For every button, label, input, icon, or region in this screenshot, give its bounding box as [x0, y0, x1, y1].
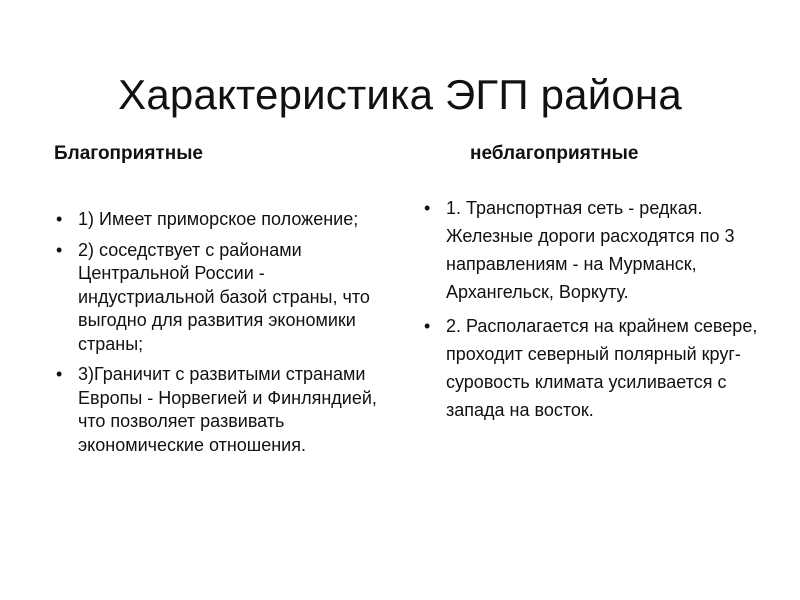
unfavorable-list: [420, 194, 765, 430]
bullet-icon: •: [56, 364, 63, 384]
bullet-icon: •: [424, 316, 431, 336]
favorable-item-text: 3)Граничит с развитыми странами Европы - Норвегией и Финляндией, что позволяет развивать экономические отношения.: [78, 364, 377, 455]
favorable-item-text: 2) соседствует с районами Центральной России - индустриальной базой страны, что выгодно для развития экономики страны;: [78, 239, 370, 354]
unfavorable-item-text: 1. Транспортная сеть - редкая. Железные дороги расходятся по 3 направлениям - на Мурманск, Архангельск, Воркуту.: [446, 198, 735, 302]
favorable-item-text: 1) Имеет приморское положение;: [78, 209, 359, 229]
bullet-icon: •: [424, 198, 431, 218]
unfavorable-item-text: 2. Располагается на крайнем севере, проходит северный полярный круг- суровость климата усиливается с запада на восток.: [446, 316, 758, 420]
favorable-item: [52, 208, 382, 232]
favorable-item: [52, 363, 382, 457]
unfavorable-item: [420, 312, 765, 424]
bullet-icon: •: [56, 239, 63, 260]
unfavorable-item: [420, 194, 765, 306]
favorable-item: [52, 239, 382, 357]
bullet-icon: •: [56, 209, 63, 229]
unfavorable-heading: неблагоприятные: [470, 143, 639, 164]
favorable-heading: Благоприятные: [54, 143, 203, 164]
favorable-list: [52, 208, 382, 464]
slide-title: Характеристика ЭГП района: [118, 71, 682, 119]
